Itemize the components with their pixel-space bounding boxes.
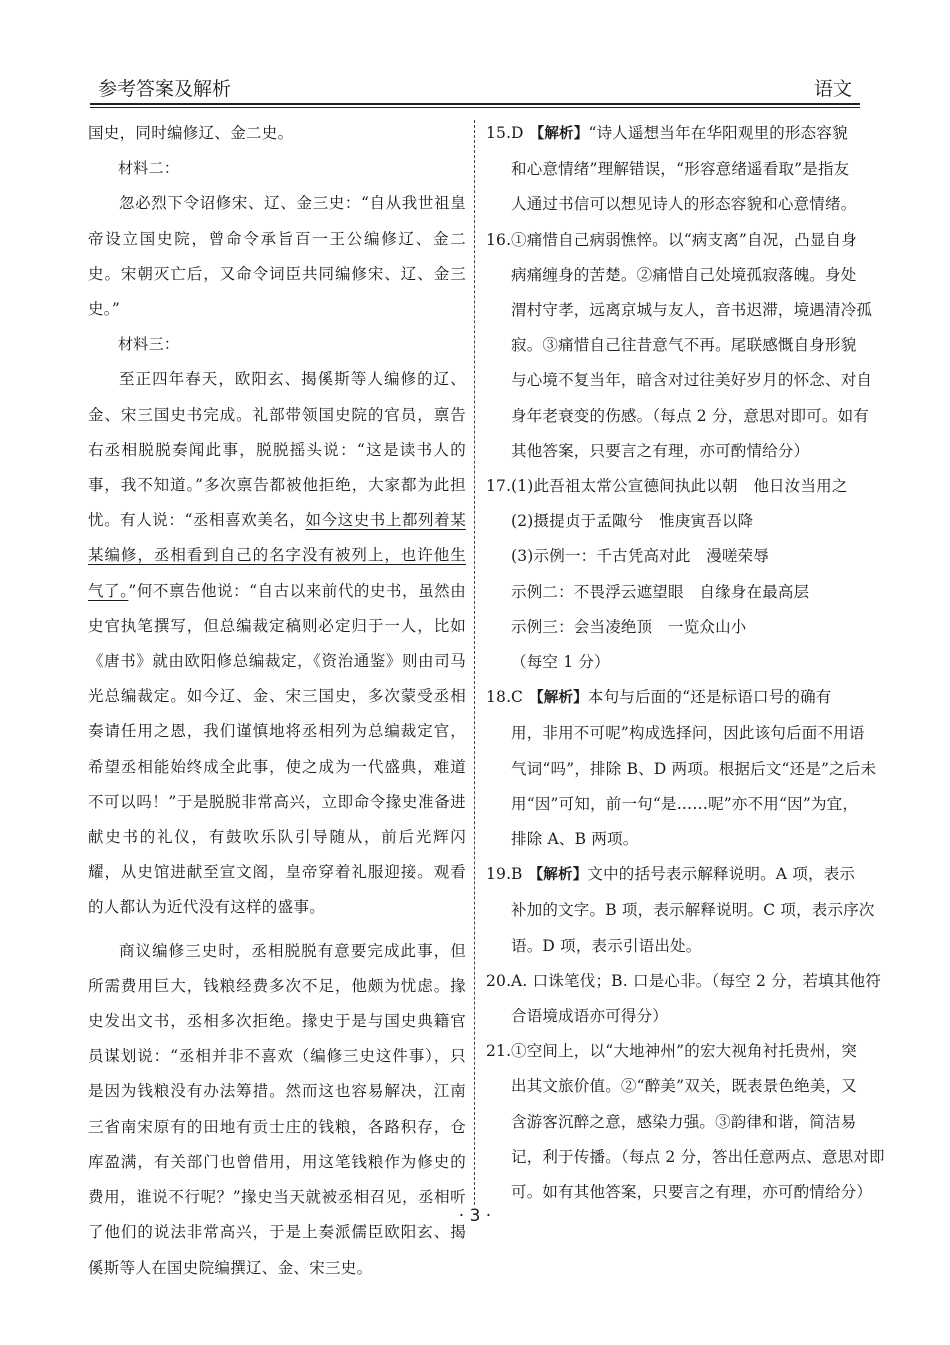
answer-line: 出其文旅价值。②“醉美”双关，既表景色绝美，又 [511, 1077, 857, 1096]
answer-line: 语。D 项，表示引语出处。 [511, 936, 702, 955]
answer-key: D [511, 124, 524, 142]
analysis-tag: 【解析】 [529, 126, 589, 142]
analysis-tag: 【解析】 [529, 690, 588, 707]
page-number: · 3 · [458, 1206, 492, 1226]
paragraph: 商议编修三史时，丞相脱脱有意要完成此事，但所需费用巨大，钱粮经费多次不足，他颇为忧虑。掾史发出文书，丞相多次拒绝。掾史于是与国史典籍官员谋划说：“丞相并非不喜欢（编修三史这件事），只是因为钱粮没有办法筹措。然而这也容易解决，江南三省南宋原有的田地有贡士庄的钱粮，各路积存，仓库盈满，有关部门也曾借用，用这笔钱粮作为修史的费用，谁说不行呢？”掾史当天就被丞相召见，丞相听了他们的说法非常高兴，于是上奏派儒臣欧阳玄、揭傒斯等人在国史院编撰辽、金、宋三史。 [88, 941, 466, 1277]
paragraph [88, 362, 466, 925]
answer-line: (3)示例一：千古凭高对此 漫嗟荣辱 [511, 547, 770, 566]
answer-line: (2)摄提贞于孟陬兮 惟庚寅吾以降 [511, 512, 754, 531]
answer-line: 人通过书信可以想见诗人的形态容貌和心意情绪。 [511, 195, 857, 214]
question-number: 20. [486, 971, 512, 990]
answer-15 [486, 116, 864, 223]
answer-line: 其他答案，只要言之有理，亦可酌情给分） [511, 441, 810, 460]
header-rule-thin [90, 107, 860, 108]
answer-line: 示例二：不畏浮云遮望眼 自缘身在最高层 [511, 582, 810, 601]
answer-17 [486, 469, 864, 680]
question-number: 15. [486, 124, 512, 142]
answer-line: 含游客沉醉之意，感染力强。③韵律和谐，简洁易 [511, 1112, 857, 1131]
header-title: 参考答案及解析 [98, 78, 232, 100]
answer-21 [486, 1034, 885, 1210]
answer-line: 用“因”可知，前一句“是……呢”亦不用“因”为宜， [511, 794, 859, 813]
answer-line: 可。如有其他答案，只要言之有理，亦可酌情给分） [511, 1183, 873, 1202]
question-number: 16. [486, 230, 512, 249]
right-column [486, 116, 885, 1210]
header-subject: 语文 [813, 78, 852, 100]
column-divider [474, 120, 475, 1205]
answer-line: ①空间上，以“大地神州”的宏大视角衬托贵州，突 [511, 1042, 857, 1061]
answer-line: (1)此吾祖太常公宣德间执此以朝 他日汝当用之 [511, 477, 848, 496]
answer-line: （每空 1 分） [511, 653, 610, 672]
question-number: 19. [486, 865, 512, 884]
answer-line: 排除 A、B 两项。 [511, 830, 639, 849]
left-column [88, 116, 466, 1286]
answer-line: 合语境成语亦可得分） [511, 1007, 669, 1026]
answer-20 [486, 964, 882, 1034]
answer-line: 寂。③痛惜自己往昔意气不再。尾联感慨自身形貌 [511, 336, 857, 355]
answer-line: 气词“吗”，排除 B、D 两项。根据后文“还是”之后未 [511, 759, 877, 778]
page-header [90, 70, 860, 104]
answer-19 [486, 857, 875, 964]
text-span: 至正四年春天，欧阳玄、揭傒斯等人编修的辽、金、宋三国史书完成。礼部带领国史院的官员，禀告右丞相脱脱奏闻此事，脱脱摇头说：“这是读书人的事，我不知道。”多次禀告都被他拒绝，大家都为此担忧。有人说：“丞相喜欢美名， [88, 370, 466, 530]
paragraph: 忽必烈下令诏修宋、辽、金三史：“自从我世祖皇帝设立国史院，曾命令承旨百一王公编修辽、金二史。宋朝灭亡后，又命令词臣共同编修宋、辽、金三史。” [88, 194, 466, 319]
underlined-sentence: 如今这史书上都列着某某编修，丞相看到自己的名字没有被列上，也许他生气了。 [88, 511, 466, 600]
answer-18 [486, 680, 877, 857]
question-number: 18. [486, 688, 512, 707]
answer-key: C [511, 688, 524, 707]
answer-line: ①痛惜自己病弱憔悴。以“病支离”自况，凸显自身 [511, 230, 857, 249]
text-span: 文中的括号表示解释说明。A 项，表示 [587, 865, 856, 884]
answer-line: 用，非用不可呢”构成选择问，因此该句后面不用语 [511, 724, 865, 743]
analysis-tag: 【解析】 [528, 867, 588, 884]
text-span: ”何不禀告他说：“自古以来前代的史书，虽然由史官执笔撰写，但总编裁定稿则必定归于一人，比如《唐书》就由欧阳修总编裁定，《资治通鉴》则由司马光总编裁定。如今辽、金、宋三国史，多次蒙受丞相奏请任用之恩，我们谨慎地将丞相列为总编裁定官，希望丞相能始终成全此事，使之成为一代盛典，难道不可以吗！”于是脱脱非常高兴，立即命令掾史准备进献史书的礼仪，有鼓吹乐队引导随从，前后光辉闪耀，从史馆进献至宣文阁，皇帝穿着礼服迎接。观看的人都认为近代没有这样的盛事。 [88, 581, 466, 917]
answer-line [511, 857, 864, 893]
header-rule [90, 103, 860, 105]
answer-line: 与心境不复当年，暗含对过往美好岁月的怀念、对自 [511, 371, 873, 390]
answer-line [511, 680, 864, 716]
answer-line: 渭村守孝，远离京城与友人，音书迟滞，境遇清冷孤 [511, 301, 873, 320]
answer-line: 补加的文字。B 项，表示解释说明。C 项，表示序次 [511, 901, 875, 920]
answer-line: 和心意情绪”理解错误，“形容意绪遥看取”是指友 [511, 160, 850, 179]
answer-16 [486, 223, 873, 469]
answer-line: 示例三：会当凌绝顶 一览众山小 [511, 617, 747, 636]
answer-line: 身年老衰变的伤感。（每点 2 分，意思对即可。如有 [511, 406, 869, 425]
answer-line [511, 116, 864, 152]
answer-line: 病痛缠身的苦楚。②痛惜自己处境孤寂落魄。身处 [511, 265, 857, 284]
answer-key: B [511, 865, 523, 884]
text-span: “诗人遥想当年在华阳观里的形态容貌 [588, 124, 848, 142]
answer-line: 记，利于传播。（每点 2 分，答出任意两点、意思对即 [511, 1147, 885, 1166]
question-number: 17. [486, 477, 512, 496]
question-number: 21. [486, 1042, 512, 1061]
text-span: 本句与后面的“还是标语口号的确有 [587, 688, 832, 707]
section-heading: 材料二： [118, 159, 180, 178]
answer-line: A. 口诛笔伐；B. 口是心非。（每空 2 分，若填其他符 [511, 971, 882, 990]
section-heading: 材料三： [118, 335, 180, 354]
paragraph: 国史，同时编修辽、金二史。 [88, 124, 294, 142]
